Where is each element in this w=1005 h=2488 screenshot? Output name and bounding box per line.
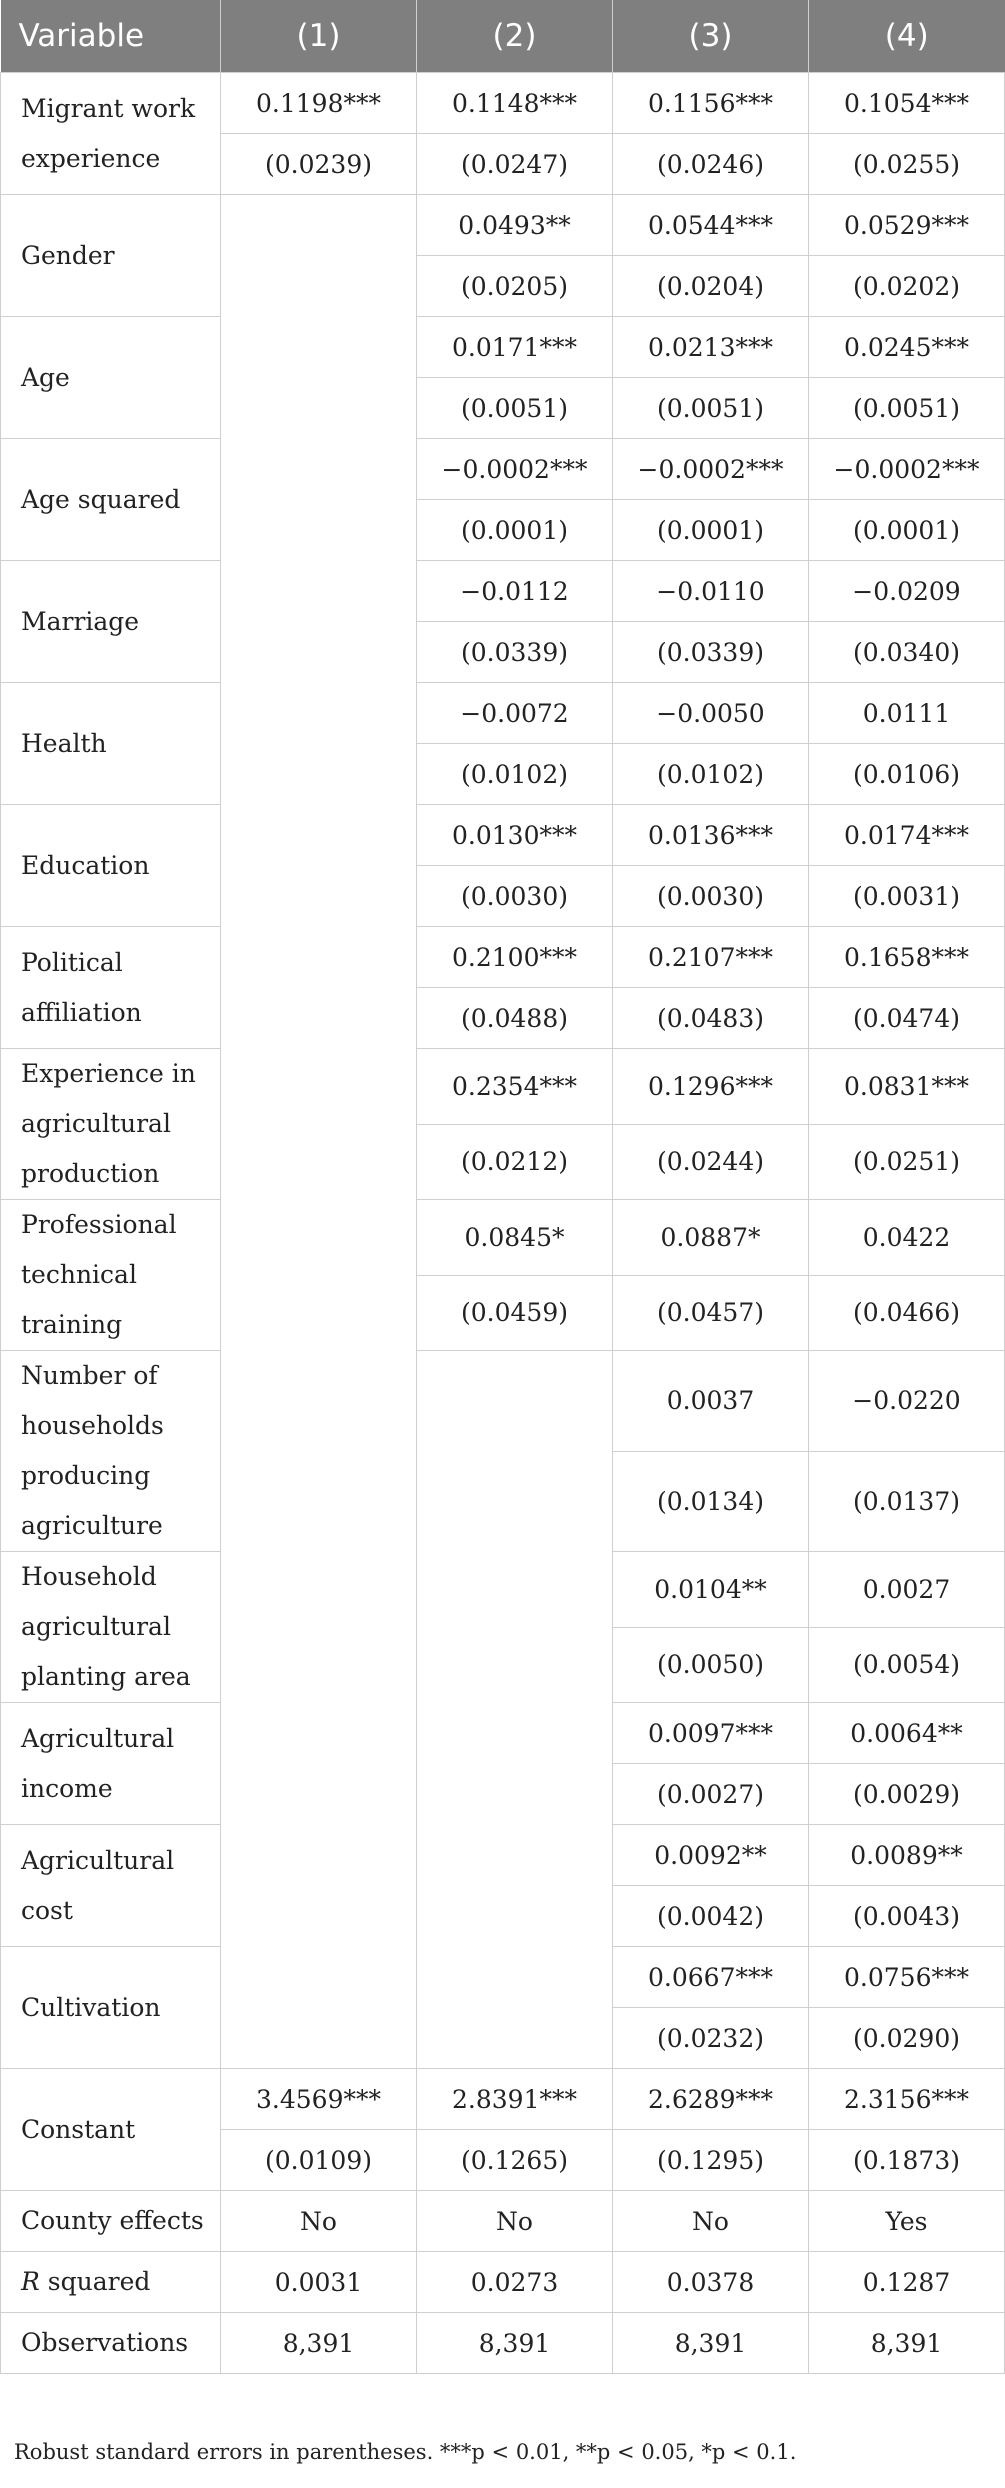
std-error-cell: (0.0042) bbox=[613, 1886, 809, 1947]
std-error-cell: (0.0030) bbox=[417, 866, 613, 927]
variable-label: Political affiliation bbox=[1, 927, 221, 1049]
variable-label: Education bbox=[1, 805, 221, 927]
variable-label: Age squared bbox=[1, 439, 221, 561]
stat-cell: No bbox=[417, 2191, 613, 2252]
coefficient-cell: 0.1148*** bbox=[417, 73, 613, 134]
std-error-cell: (0.0029) bbox=[809, 1764, 1005, 1825]
std-error-cell: (0.0251) bbox=[809, 1124, 1005, 1200]
std-error-cell: (0.0027) bbox=[613, 1764, 809, 1825]
stat-cell: 8,391 bbox=[809, 2313, 1005, 2374]
variable-label: Migrant work experience bbox=[1, 73, 221, 195]
empty-cell bbox=[417, 1351, 613, 2069]
coefficient-cell: −0.0112 bbox=[417, 561, 613, 622]
coefficient-cell: −0.0050 bbox=[613, 683, 809, 744]
coefficient-cell: 0.0104** bbox=[613, 1552, 809, 1628]
std-error-cell: (0.0030) bbox=[613, 866, 809, 927]
table-row bbox=[1, 2069, 1005, 2130]
std-error-cell: (0.0051) bbox=[417, 378, 613, 439]
std-error-cell: (0.0488) bbox=[417, 988, 613, 1049]
table-row bbox=[1, 2252, 1005, 2313]
std-error-cell: (0.0001) bbox=[809, 500, 1005, 561]
coefficient-cell: 0.0136*** bbox=[613, 805, 809, 866]
stat-cell: 8,391 bbox=[417, 2313, 613, 2374]
coefficient-cell: 0.0887* bbox=[613, 1200, 809, 1276]
table-row bbox=[1, 73, 1005, 134]
r-italic: R bbox=[21, 2267, 40, 2296]
coefficient-cell: −0.0209 bbox=[809, 561, 1005, 622]
variable-label: Age bbox=[1, 317, 221, 439]
table-footnote: Robust standard errors in parentheses. ***p < 0.01, **p < 0.05, *p < 0.1. bbox=[14, 2440, 797, 2464]
coefficient-cell: 0.0130*** bbox=[417, 805, 613, 866]
table-row bbox=[1, 1351, 1005, 1452]
variable-label: Professional technical training bbox=[1, 1200, 221, 1351]
coefficient-cell: 0.0097*** bbox=[613, 1703, 809, 1764]
stat-cell: 0.0031 bbox=[221, 2252, 417, 2313]
std-error-cell: (0.0202) bbox=[809, 256, 1005, 317]
std-error-cell: (0.0232) bbox=[613, 2008, 809, 2069]
table-row bbox=[1, 1200, 1005, 1276]
std-error-cell: (0.0339) bbox=[613, 622, 809, 683]
coefficient-cell: 0.0213*** bbox=[613, 317, 809, 378]
coefficient-cell: 0.2100*** bbox=[417, 927, 613, 988]
coefficient-cell: 2.3156*** bbox=[809, 2069, 1005, 2130]
variable-label: Agricultural income bbox=[1, 1703, 221, 1825]
stat-cell: 0.0378 bbox=[613, 2252, 809, 2313]
stat-cell: No bbox=[221, 2191, 417, 2252]
table-body bbox=[1, 73, 1005, 2374]
std-error-cell: (0.0246) bbox=[613, 134, 809, 195]
std-error-cell: (0.0001) bbox=[613, 500, 809, 561]
table-row bbox=[1, 2191, 1005, 2252]
std-error-cell: (0.0457) bbox=[613, 1275, 809, 1351]
std-error-cell: (0.0339) bbox=[417, 622, 613, 683]
std-error-cell: (0.1295) bbox=[613, 2130, 809, 2191]
std-error-cell: (0.0466) bbox=[809, 1275, 1005, 1351]
variable-label: Number of households producing agriculture bbox=[1, 1351, 221, 1552]
coefficient-cell: 0.0544*** bbox=[613, 195, 809, 256]
coefficient-cell: −0.0072 bbox=[417, 683, 613, 744]
std-error-cell: (0.1873) bbox=[809, 2130, 1005, 2191]
coefficient-cell: 0.0245*** bbox=[809, 317, 1005, 378]
table-header-row bbox=[1, 0, 1005, 73]
coefficient-cell: 0.2107*** bbox=[613, 927, 809, 988]
coefficient-cell: 2.6289*** bbox=[613, 2069, 809, 2130]
table-row bbox=[1, 561, 1005, 622]
variable-label: Health bbox=[1, 683, 221, 805]
std-error-cell: (0.0459) bbox=[417, 1275, 613, 1351]
std-error-cell: (0.0051) bbox=[809, 378, 1005, 439]
coefficient-cell: 0.0092** bbox=[613, 1825, 809, 1886]
coefficient-cell: 0.0756*** bbox=[809, 1947, 1005, 2008]
std-error-cell: (0.0031) bbox=[809, 866, 1005, 927]
coefficient-cell: 0.1054*** bbox=[809, 73, 1005, 134]
coefficient-cell: 0.0027 bbox=[809, 1552, 1005, 1628]
coefficient-cell: 0.2354*** bbox=[417, 1049, 613, 1125]
header-model-3: (3) bbox=[613, 0, 809, 73]
std-error-cell: (0.0102) bbox=[417, 744, 613, 805]
table-row bbox=[1, 195, 1005, 256]
coefficient-cell: 0.0529*** bbox=[809, 195, 1005, 256]
header-model-1: (1) bbox=[221, 0, 417, 73]
stat-cell: No bbox=[613, 2191, 809, 2252]
std-error-cell: (0.0204) bbox=[613, 256, 809, 317]
empty-cell bbox=[221, 195, 417, 2069]
coefficient-cell: −0.0002*** bbox=[809, 439, 1005, 500]
std-error-cell: (0.0290) bbox=[809, 2008, 1005, 2069]
coefficient-cell: 0.0667*** bbox=[613, 1947, 809, 2008]
variable-label: Gender bbox=[1, 195, 221, 317]
std-error-cell: (0.0255) bbox=[809, 134, 1005, 195]
std-error-cell: (0.0340) bbox=[809, 622, 1005, 683]
variable-label: Constant bbox=[1, 2069, 221, 2191]
variable-label: Experience in agricultural production bbox=[1, 1049, 221, 1200]
std-error-cell: (0.0054) bbox=[809, 1627, 1005, 1703]
std-error-cell: (0.0050) bbox=[613, 1627, 809, 1703]
std-error-cell: (0.0051) bbox=[613, 378, 809, 439]
std-error-cell: (0.0474) bbox=[809, 988, 1005, 1049]
coefficient-cell: 0.1658*** bbox=[809, 927, 1005, 988]
coefficient-cell: 2.8391*** bbox=[417, 2069, 613, 2130]
header-model-4: (4) bbox=[809, 0, 1005, 73]
std-error-cell: (0.0102) bbox=[613, 744, 809, 805]
coefficient-cell: 0.0111 bbox=[809, 683, 1005, 744]
std-error-cell: (0.0043) bbox=[809, 1886, 1005, 1947]
std-error-cell: (0.0212) bbox=[417, 1124, 613, 1200]
std-error-cell: (0.0244) bbox=[613, 1124, 809, 1200]
std-error-cell: (0.1265) bbox=[417, 2130, 613, 2191]
std-error-cell: (0.0205) bbox=[417, 256, 613, 317]
stat-cell: 0.1287 bbox=[809, 2252, 1005, 2313]
coefficient-cell: 0.1296*** bbox=[613, 1049, 809, 1125]
variable-label: R squared bbox=[1, 2252, 221, 2313]
table-row bbox=[1, 317, 1005, 378]
header-variable: Variable bbox=[1, 0, 221, 73]
coefficient-cell: −0.0220 bbox=[809, 1351, 1005, 1452]
stat-cell: 0.0273 bbox=[417, 2252, 613, 2313]
table-row bbox=[1, 683, 1005, 744]
coefficient-cell: 0.0493** bbox=[417, 195, 613, 256]
std-error-cell: (0.0134) bbox=[613, 1451, 809, 1552]
header-model-2: (2) bbox=[417, 0, 613, 73]
coefficient-cell: 0.0037 bbox=[613, 1351, 809, 1452]
table-row bbox=[1, 439, 1005, 500]
coefficient-cell: 0.0089** bbox=[809, 1825, 1005, 1886]
variable-label: Household agricultural planting area bbox=[1, 1552, 221, 1703]
std-error-cell: (0.0247) bbox=[417, 134, 613, 195]
coefficient-cell: 0.0174*** bbox=[809, 805, 1005, 866]
std-error-cell: (0.0483) bbox=[613, 988, 809, 1049]
table-row bbox=[1, 805, 1005, 866]
coefficient-cell: 0.0171*** bbox=[417, 317, 613, 378]
coefficient-cell: −0.0002*** bbox=[417, 439, 613, 500]
coefficient-cell: −0.0110 bbox=[613, 561, 809, 622]
std-error-cell: (0.0239) bbox=[221, 134, 417, 195]
coefficient-cell: 0.0064** bbox=[809, 1703, 1005, 1764]
variable-label: Agricultural cost bbox=[1, 1825, 221, 1947]
variable-label: Observations bbox=[1, 2313, 221, 2374]
stat-cell: Yes bbox=[809, 2191, 1005, 2252]
std-error-cell: (0.0137) bbox=[809, 1451, 1005, 1552]
table-row bbox=[1, 927, 1005, 988]
coefficient-cell: −0.0002*** bbox=[613, 439, 809, 500]
variable-label: County effects bbox=[1, 2191, 221, 2252]
std-error-cell: (0.0106) bbox=[809, 744, 1005, 805]
coefficient-cell: 0.0845* bbox=[417, 1200, 613, 1276]
coefficient-cell: 0.0422 bbox=[809, 1200, 1005, 1276]
coefficient-cell: 3.4569*** bbox=[221, 2069, 417, 2130]
variable-label: Marriage bbox=[1, 561, 221, 683]
std-error-cell: (0.0109) bbox=[221, 2130, 417, 2191]
coefficient-cell: 0.1198*** bbox=[221, 73, 417, 134]
coefficient-cell: 0.1156*** bbox=[613, 73, 809, 134]
table-row bbox=[1, 2313, 1005, 2374]
variable-label: Cultivation bbox=[1, 1947, 221, 2069]
stat-cell: 8,391 bbox=[221, 2313, 417, 2374]
std-error-cell: (0.0001) bbox=[417, 500, 613, 561]
table-row bbox=[1, 1049, 1005, 1125]
coefficient-cell: 0.0831*** bbox=[809, 1049, 1005, 1125]
stat-cell: 8,391 bbox=[613, 2313, 809, 2374]
